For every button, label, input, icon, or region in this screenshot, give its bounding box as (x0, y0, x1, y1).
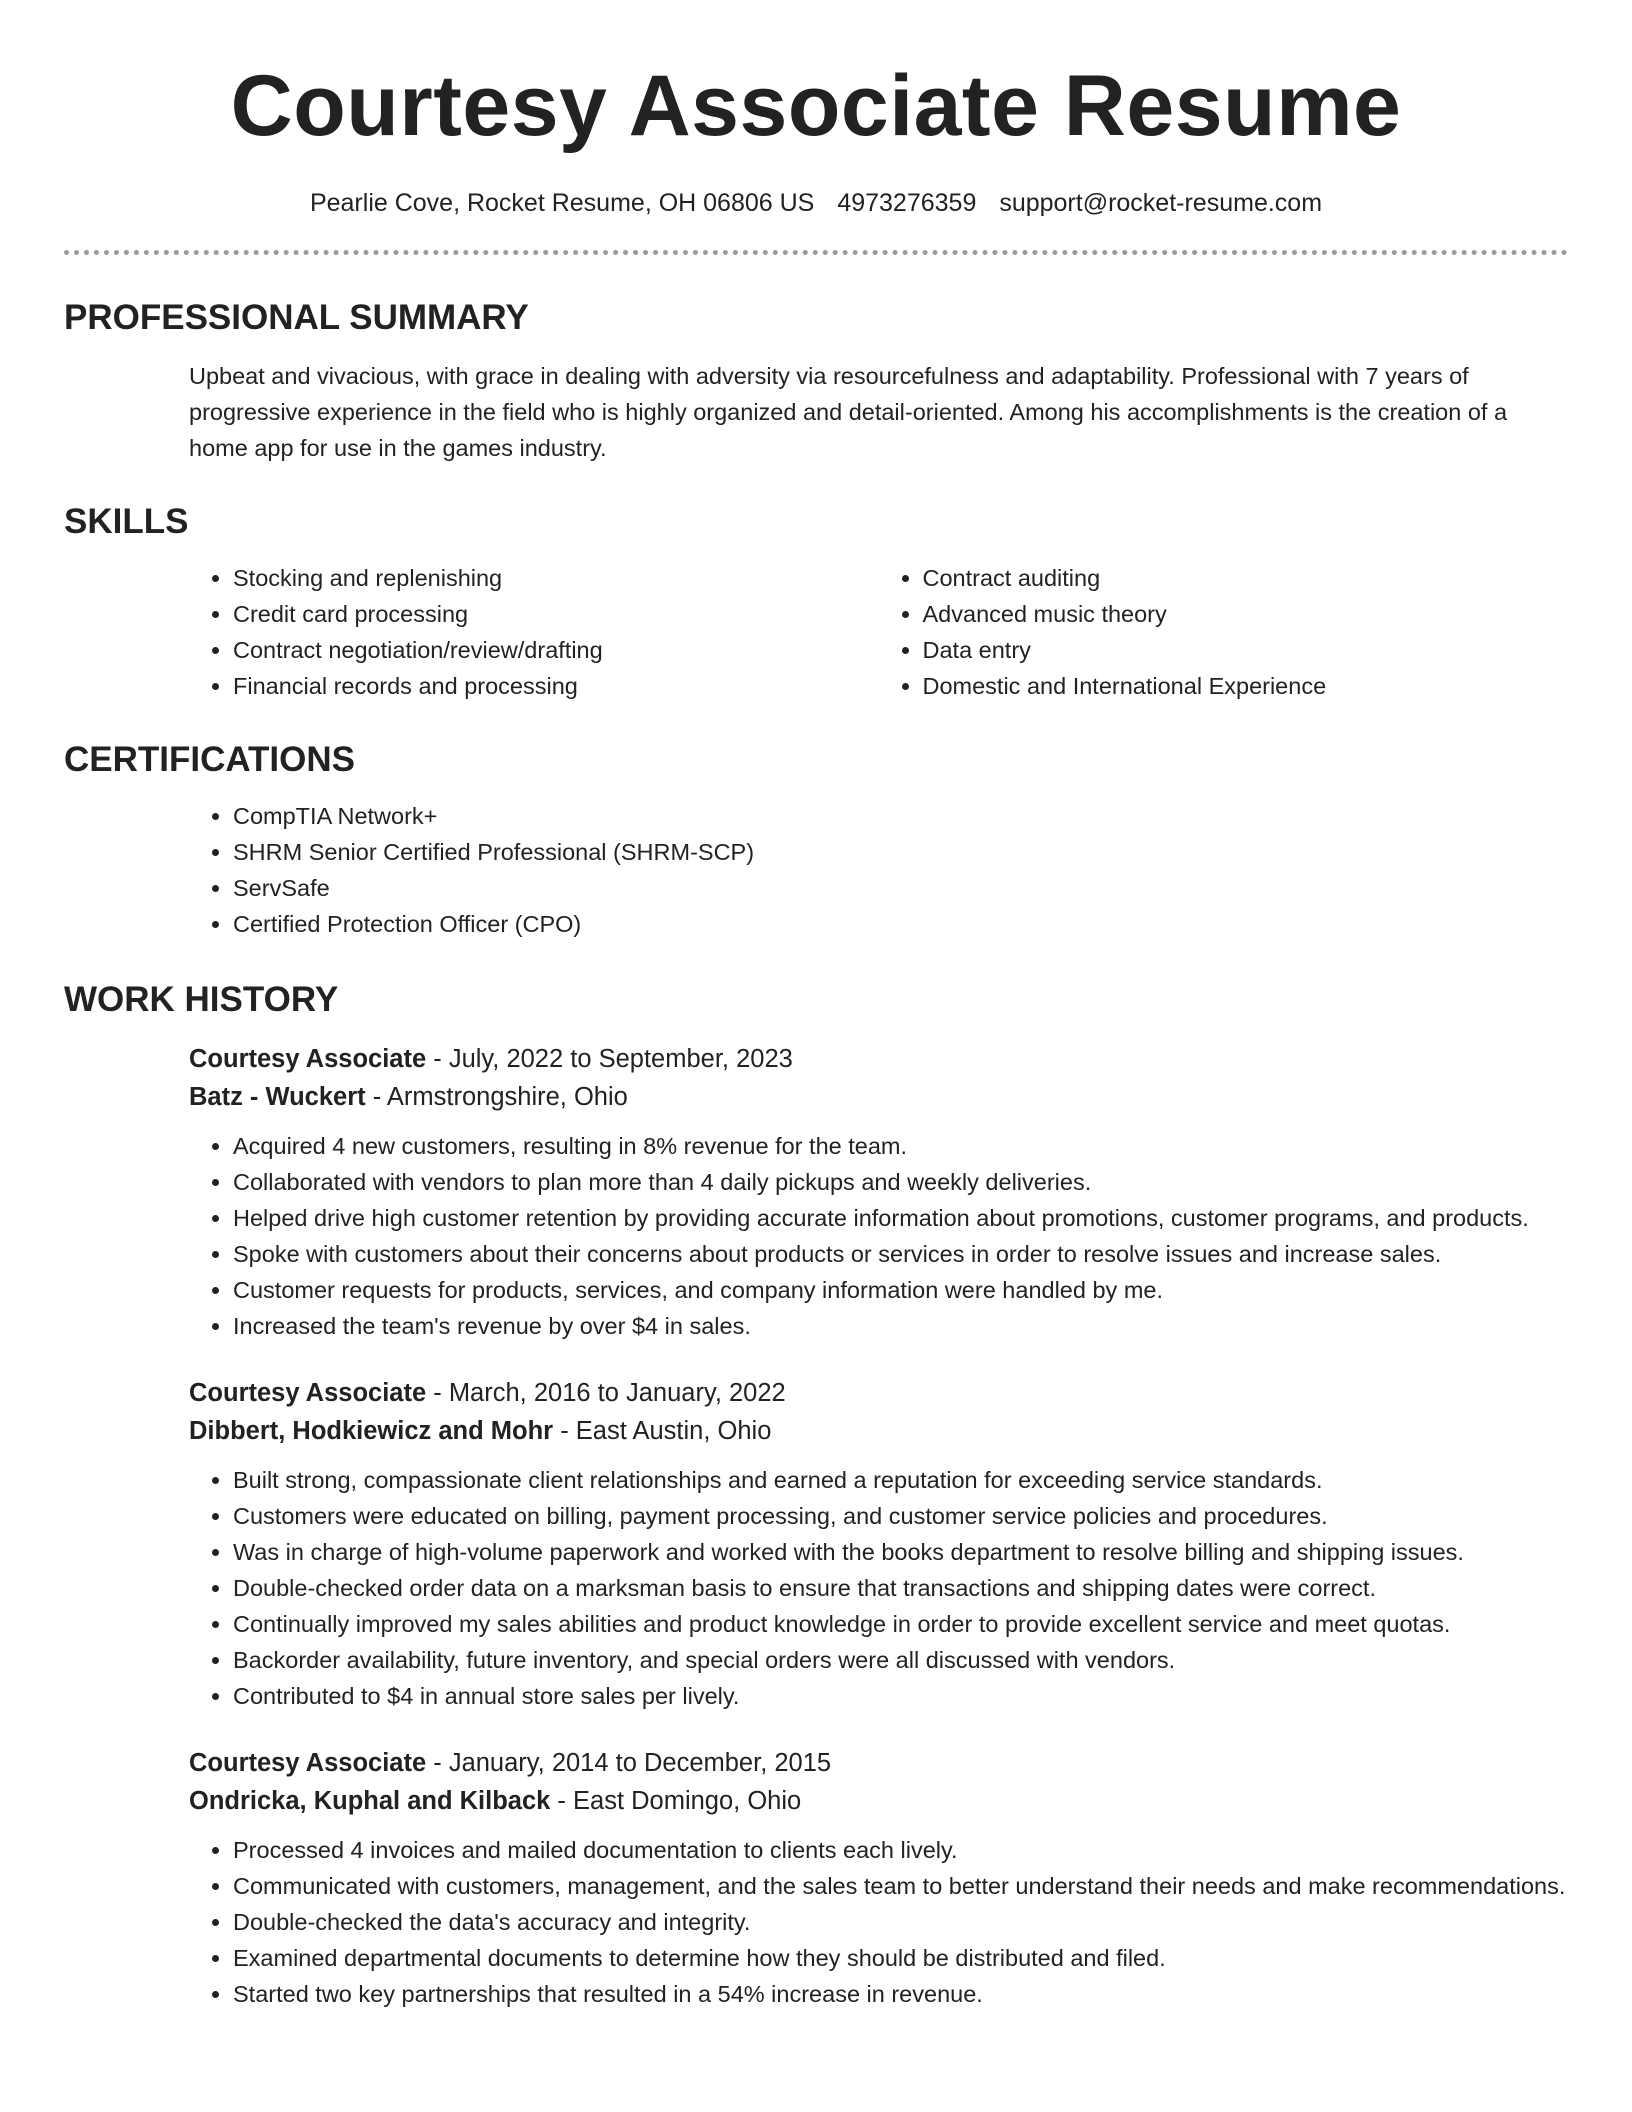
job-role-line (189, 1040, 1568, 1078)
job-bullet: • Acquired 4 new customers, resulting in 8% revenue for the team. (233, 1128, 1568, 1164)
work-history-heading: WORK HISTORY (64, 980, 339, 1019)
certification-item: • CompTIA Network+ (233, 798, 1568, 834)
job-bullet: • Examined departmental documents to determine how they should be distributed and filed. (233, 1940, 1568, 1976)
contact-address: Pearlie Cove, Rocket Resume, OH 06806 US (309, 189, 815, 217)
summary-heading: PROFESSIONAL SUMMARY (64, 298, 529, 337)
job-role: Courtesy Associate (189, 1749, 427, 1777)
job-bullets (189, 1462, 1568, 1714)
skill-item: • Advanced music theory (923, 596, 1569, 632)
job-entry (189, 1040, 1568, 1344)
job-location: - East Austin, Ohio (553, 1417, 772, 1445)
job-role-line (189, 1374, 1568, 1412)
certifications-section (64, 738, 1568, 942)
job-dates: - July, 2022 to September, 2023 (426, 1045, 793, 1073)
job-bullet: • Spoke with customers about their concerns about products or services in order to resolve issues and increase sales. (233, 1236, 1568, 1272)
job-bullets (189, 1832, 1568, 2012)
job-entry (189, 1374, 1568, 1714)
job-bullet: • Increased the team's revenue by over $4 in sales. (233, 1308, 1568, 1344)
job-company-line (189, 1782, 1568, 1820)
skill-item: • Financial records and processing (233, 668, 879, 704)
header-divider (64, 250, 1568, 255)
certifications-heading: CERTIFICATIONS (64, 740, 356, 779)
job-company: Batz - Wuckert (189, 1083, 366, 1111)
contact-line (0, 186, 1632, 220)
job-role-line (189, 1744, 1568, 1782)
certification-item: • Certified Protection Officer (CPO) (233, 906, 1568, 942)
skills-list-left (189, 560, 879, 704)
skills-list-right (879, 560, 1569, 704)
job-bullet: • Double-checked the data's accuracy and integrity. (233, 1904, 1568, 1940)
job-location: - Armstrongshire, Ohio (365, 1083, 628, 1111)
job-bullet: • Helped drive high customer retention by providing accurate information about promotions, customer programs, and products. (233, 1200, 1568, 1236)
job-bullet: • Communicated with customers, management, and the sales team to better understand their needs and make recommendations. (233, 1868, 1568, 1904)
contact-phone: 4973276359 (837, 189, 977, 217)
resume-title: Courtesy Associate Resume (230, 58, 1402, 154)
certification-item: • SHRM Senior Certified Professional (SHRM-SCP) (233, 834, 1568, 870)
job-bullet: • Was in charge of high-volume paperwork and worked with the books department to resolve billing and shipping issues. (233, 1534, 1568, 1570)
certification-item: • ServSafe (233, 870, 1568, 906)
job-bullets (189, 1128, 1568, 1344)
job-bullet: • Collaborated with vendors to plan more than 4 daily pickups and weekly deliveries. (233, 1164, 1568, 1200)
contact-email: support@rocket-resume.com (999, 189, 1323, 217)
resume-header (0, 0, 1632, 220)
job-entry (189, 1744, 1568, 2012)
skill-item: • Stocking and replenishing (233, 560, 879, 596)
job-bullet: • Customer requests for products, services, and company information were handled by me. (233, 1272, 1568, 1308)
job-bullet: • Continually improved my sales abilities and product knowledge in order to provide excellent service and meet quotas. (233, 1606, 1568, 1642)
job-company-line (189, 1078, 1568, 1116)
job-company: Dibbert, Hodkiewicz and Mohr (189, 1417, 554, 1445)
skill-item: • Credit card processing (233, 596, 879, 632)
skill-item: • Contract auditing (923, 560, 1569, 596)
job-dates: - March, 2016 to January, 2022 (426, 1379, 786, 1407)
summary-text: Upbeat and vivacious, with grace in dealing with adversity via resourcefulness and adaptability. Professional with 7 years of progressive experience in the field who is highly organized and detail-oriented. Among his accomplishments is the creation of a home app for use in the games industry. (189, 363, 1508, 461)
job-bullet: • Customers were educated on billing, payment processing, and customer service policies and procedures. (233, 1498, 1568, 1534)
job-location: - East Domingo, Ohio (550, 1787, 802, 1815)
job-bullet: • Processed 4 invoices and mailed documentation to clients each lively. (233, 1832, 1568, 1868)
summary-section (64, 296, 1568, 466)
certifications-list (189, 798, 1568, 942)
job-bullet: • Backorder availability, future inventory, and special orders were all discussed with vendors. (233, 1642, 1568, 1678)
job-bullet: • Contributed to $4 in annual store sales per lively. (233, 1678, 1568, 1714)
skills-section (64, 500, 1568, 704)
job-role: Courtesy Associate (189, 1379, 427, 1407)
job-company-line (189, 1412, 1568, 1450)
skill-item: • Contract negotiation/review/drafting (233, 632, 879, 668)
job-bullet: • Built strong, compassionate client relationships and earned a reputation for exceeding service standards. (233, 1462, 1568, 1498)
job-bullet: • Started two key partnerships that resulted in a 54% increase in revenue. (233, 1976, 1568, 2012)
skills-heading: SKILLS (64, 502, 189, 541)
job-dates: - January, 2014 to December, 2015 (426, 1749, 832, 1777)
skill-item: • Domestic and International Experience (923, 668, 1569, 704)
job-bullet: • Double-checked order data on a marksman basis to ensure that transactions and shipping dates were correct. (233, 1570, 1568, 1606)
work-history-section (64, 978, 1568, 2012)
job-role: Courtesy Associate (189, 1045, 427, 1073)
skill-item: • Data entry (923, 632, 1569, 668)
job-company: Ondricka, Kuphal and Kilback (189, 1787, 551, 1815)
